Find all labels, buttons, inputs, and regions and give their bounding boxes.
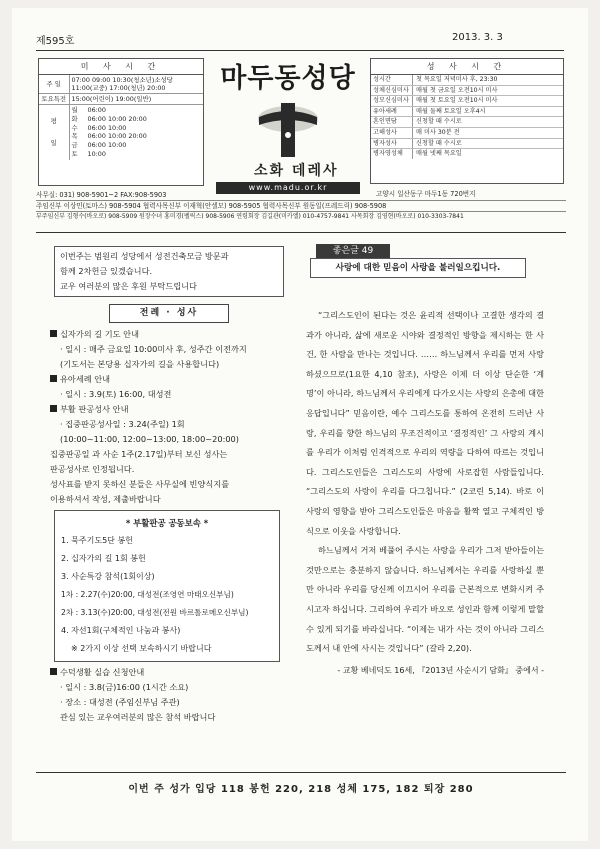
weekday-row: 목 06:00 10:00 20:00 — [71, 132, 147, 141]
parish-address: 고양시 일산동구 마두1동 720번지 — [376, 190, 476, 198]
reflection-source: - 교황 베네딕도 16세, 『2013년 사순시기 담화』 중에서 - — [337, 665, 544, 675]
penance-line: ※ 2가지 이상 선택 보속하시기 바랍니다 — [71, 644, 212, 653]
item-text: · 일시 : 3.9(토) 16:00, 대성전 — [60, 389, 172, 399]
issue-number: 제595호 — [36, 36, 75, 47]
masthead — [210, 56, 366, 192]
penance-line: 1차 : 2.27(수)20:00, 대성전(조영연 마태오신부님) — [61, 590, 234, 599]
penance-box-title: * 부활판공 공동보속 * — [125, 518, 209, 528]
liturgy-column — [50, 304, 288, 725]
item-text: · 장소 : 대성전 (주임신부님 주관) — [60, 697, 180, 707]
issue-date: 2013. 3. 3 — [452, 32, 503, 43]
item-heading: 유아세례 안내 — [50, 372, 288, 387]
mass-times-box — [38, 58, 204, 186]
item-text: (10:00~11:00, 12:00~13:00, 18:00~20:00) — [60, 434, 239, 444]
sunday-times-2: 11:00(교중) 17:00(청년) 20:00 — [71, 84, 166, 92]
item-text: 집중판공일 과 사순 1주(2.17일)부터 보신 성사는 — [50, 449, 228, 459]
penance-box — [54, 510, 280, 662]
item-text: 성사표를 받지 못하신 분들은 사무실에 빈양식지를 — [50, 479, 230, 489]
weekday-row: 화 06:00 10:00 20:00 — [71, 114, 147, 123]
saturday-label: 토요특전 — [39, 94, 69, 105]
square-bullet-icon — [50, 668, 57, 675]
parish-title: 마두동성당 — [220, 63, 356, 94]
sunday-label: 주 일 — [39, 75, 69, 94]
reflection-column — [306, 306, 544, 680]
notice-line: 교우 여러분의 많은 후원 부탁드립니다 — [60, 281, 197, 291]
sacrament-row: 유아세례 매월 둘째 토요일 오후4시 — [371, 107, 563, 118]
sacraments-box — [370, 58, 564, 184]
item-text: · 집중판공성사일 : 3.24(주일) 1회 — [60, 419, 185, 429]
header-bottom-rule — [36, 232, 566, 233]
notice-line: 이번주는 범원리 성당에서 성전건축모금 방문과 — [60, 251, 229, 261]
sacraments-title: 성 사 시 간 — [371, 59, 563, 75]
sunday-times-1: 07:00 09:00 10:30(청소년)소성당 — [71, 76, 173, 84]
good-words-label: 좋은글 49 — [316, 244, 390, 258]
liturgy-section-title: 전례 · 성사 — [109, 304, 229, 323]
weekday-row: 토 10:00 — [71, 149, 106, 158]
item-text: 이용하셔서 작성, 제출바랍니다 — [50, 494, 161, 504]
mass-times-title: 미 사 시 간 — [39, 59, 203, 75]
top-rule — [36, 50, 564, 51]
reflection-paragraph: “그리스도인이 된다는 것은 윤리적 선택이나 고결한 생각의 결과가 아니라, 삶에 새로운 시야와 결정적인 방향을 제시하는 한 사건, 한 사람을 만나는 것입니다. …… 하느님께서 우리를 먼저 사랑하셨으므로(1요한 4,10 참조), 사랑은 이제 더 이상 단순한 ‘계명’이 아니라, 하느님께서 우리에게 다가오시는 사랑의 은총에 대한 응답입니다” 믿음이란, 예수 그리스도를 통하여 온전히 드러난 사랑, 우리를 향한 하느님의 무조건적이고 ‘결정적인’ 그 사랑의 계시를 우리가 이처럼 인격적으로 우리의 역량을 다하여 따르는 것입니다. 그리스도인들은 그리스도의 사랑에 사로잡힌 사람들입니다. “그리스도의 사랑이 우리를 다그칩니다.” (2코린 5,14). 바로 이 사랑의 영향을 받아 그리스도인들은 마음을 활짝 열고 구체적인 방식으로 이웃을 사랑합니다. — [306, 310, 544, 536]
square-bullet-icon — [50, 375, 57, 382]
notice-line: 함께 2차헌금 있겠습니다. — [60, 266, 153, 276]
footer-rule — [36, 772, 566, 773]
item-text: 판공성사로 인정됩니다. — [50, 464, 135, 474]
square-bullet-icon — [50, 405, 57, 412]
weekday-label-b: 일 — [50, 139, 57, 148]
patron-name: 소화 데레사 — [254, 163, 339, 179]
item-text: · 일시 : 매주 금요일 10:00미사 후, 성주간 이전까지 — [60, 344, 247, 354]
weekday-row: 월 06:00 — [71, 106, 106, 114]
hymns-footer: 이번 주 성가 입당 118 봉헌 220, 218 성체 175, 182 퇴장 280 — [128, 784, 474, 795]
staff-contacts: 부주임신부 김형수(바오로) 908-5909 원장수녀 홍미경(펠릭스) 908-5906 연령회장 김길관(미카엘) 010-4757-9841 사목회장 김영현(바오로) 010-3303-7841 — [36, 211, 566, 222]
penance-line: 1. 묵주기도5단 봉헌 — [61, 536, 133, 545]
item-heading: 부활 판공성사 안내 — [50, 402, 288, 417]
mass-times-table — [39, 75, 203, 160]
penance-line: 3. 사순특강 참석(1회이상) — [61, 572, 155, 581]
priests-contacts: 주임신부 이상민(토마스) 908-5904 협력사목신부 이재혁(안셀모) 908-5905 협력사목신부 원동일(프레드릭) 908-5908 — [36, 200, 566, 211]
cross-emblem-icon — [253, 97, 323, 159]
penance-line: 2. 십자가의 길 1회 봉헌 — [61, 554, 146, 563]
saturday-times: 15:00(어린이) 19:00(일반) — [69, 94, 203, 105]
office-phone: 사무실: 031) 908-5901~2 FAX:908-5903 — [36, 191, 167, 199]
sacrament-row: 성시간 첫 목요일 저녁미사 후, 23:30 — [371, 75, 563, 86]
sacrament-row: 혼인면담 신청할 때 수시로 — [371, 117, 563, 128]
item-text: 관심 있는 교우여러분의 많은 참석 바랍니다 — [60, 712, 216, 722]
square-bullet-icon — [50, 330, 57, 337]
sacrament-row: 병자성사 신청할 때 수시로 — [371, 139, 563, 150]
item-heading: 수덕생활 실습 신청안내 — [50, 665, 288, 680]
sacrament-row: 성모신심미사 매월 첫 토요일 오전10시 미사 — [371, 96, 563, 107]
weekday-row: 금 06:00 10:00 — [71, 141, 127, 150]
penance-line: 4. 자선1회(구체적인 나눔과 봉사) — [61, 626, 181, 635]
sacrament-row: 병자영성체 매월 넷째 목요일 — [373, 150, 462, 158]
item-text: (기도서는 본당용 십자가의 길을 사용합니다) — [60, 359, 220, 369]
good-words-headline: 사랑에 대한 믿음이 사랑을 불러일으킵니다. — [310, 258, 526, 278]
website-url[interactable]: www.madu.or.kr — [216, 182, 360, 194]
weekday-label-a: 평 — [50, 117, 57, 126]
sacrament-row: 성체신심미사 매월 첫 금요일 오전10시 미사 — [371, 86, 563, 97]
notice-box — [54, 246, 284, 297]
sacrament-row: 고해성사 매 미사 30분 전 — [371, 128, 563, 139]
weekday-row: 수 06:00 10:00 — [71, 123, 127, 132]
item-text: · 일시 : 3.8(금)16:00 (1시간 소요) — [60, 682, 189, 692]
reflection-paragraph: 하느님께서 거저 베풀어 주시는 사랑을 우리가 그저 받아들이는 것만으로는 충분하지 않습니다. 하느님께서는 우리를 사랑하실 뿐만 아니라 우리를 당신께 이끄시어 우리를 근본적으로 변화시켜 주시고자 하십니다. 그리하여 우리가 바오로 성인과 함께 이렇게 말할 수 있게 되기를 바라십니다. “이제는 내가 사는 것이 아니라 그리스도께서 내 안에 사시는 것입니다” (갈라 2,20). — [306, 545, 544, 654]
contact-block — [36, 190, 566, 223]
penance-line: 2차 : 3.13(수)20:00, 대성전(전원 바르톨로메오신부님) — [61, 608, 249, 617]
item-heading: 십자가의 길 기도 안내 — [50, 327, 288, 342]
